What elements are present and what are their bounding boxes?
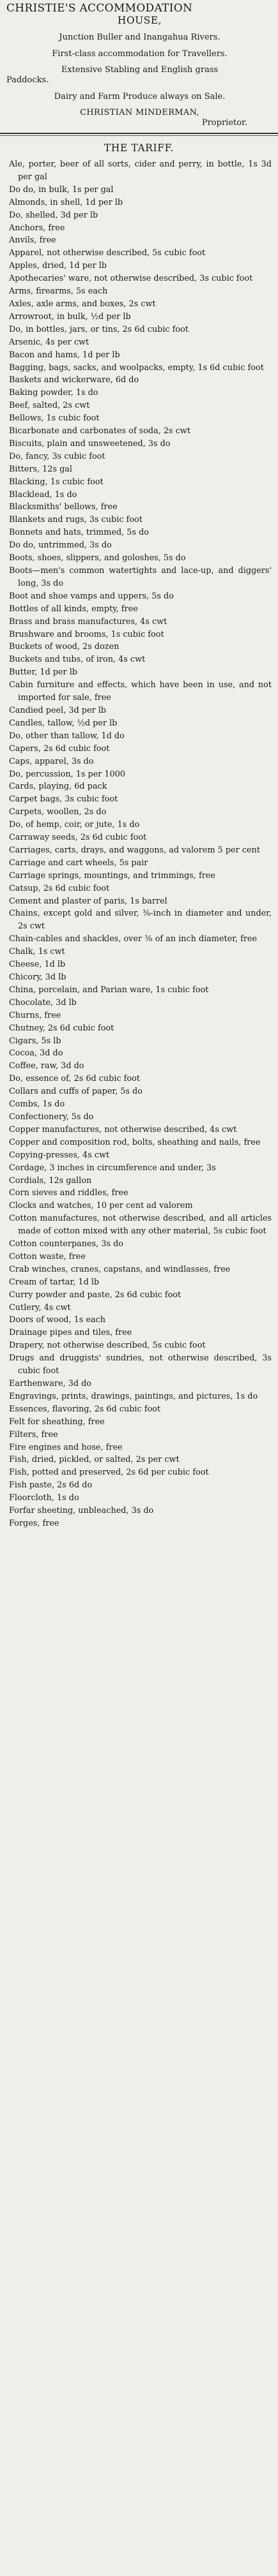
tariff-entry: Apothecaries' ware, not otherwise described, 3s cubic foot (9, 274, 253, 284)
tariff-entry: Ale, porter, beer of all sorts, cider and perry, in bottle, 1s 3d per gal (9, 160, 272, 182)
tariff-entry: Baskets and wickerware, 6d do (9, 375, 139, 385)
tariff-entry: Fish paste, 2s 6d do (9, 1480, 93, 1491)
tariff-entry: Arsenic, 4s per cwt (9, 337, 89, 347)
tariff-entry: Collars and cuffs of paper, 5s do (9, 1087, 143, 1097)
ad-line-dairy: Dairy and Farm Produce always on Sale. (54, 92, 226, 101)
tariff-entry: Carriage and cart wheels, 5s pair (9, 858, 148, 868)
tariff-entry: Brass and brass manufactures, 4s cwt (9, 616, 167, 627)
tariff-list (0, 158, 278, 1530)
tariff-entry: Coffee, raw, 3d do (9, 1061, 84, 1071)
tariff-entry: Chutney, 2s 6d cubic foot (9, 1023, 114, 1033)
tariff-entry: Cards, playing, 6d pack (9, 782, 107, 792)
tariff-entry: Fire engines and hose, free (9, 1442, 123, 1452)
tariff-entry: Cotton waste, free (9, 1251, 86, 1262)
tariff-entry: Catsup, 2s 6d cubic foot (9, 883, 110, 893)
tariff-entry: Butter, 1d per lb (9, 667, 77, 678)
ad-role: Proprietor. (201, 118, 247, 128)
tariff-entry: Candied peel, 3d per lb (9, 705, 106, 715)
ad-title: CHRISTIE'S ACCOMMODATION (6, 2, 193, 15)
tariff-entry: Bottles of all kinds, empty, free (9, 604, 138, 614)
tariff-entry: Do, essence of, 2s 6d cubic foot (9, 1074, 140, 1084)
advertisement (0, 0, 278, 128)
tariff-entry: Chicory, 3d lb (9, 972, 66, 982)
tariff-entry: Cement and plaster of paris, 1s barrel (9, 896, 167, 906)
tariff-entry: Do do, in bulk, 1s per gal (9, 184, 114, 195)
tariff-entry: Cordials, 12s gallon (9, 1175, 92, 1186)
tariff-entry: Carpet bags, 3s cubic foot (9, 794, 118, 805)
tariff-entry: Bacon and hams, 1d per lb (9, 350, 120, 360)
tariff-entry: Buckets and tubs, of iron, 4s cwt (9, 655, 146, 665)
tariff-entry: Arms, firearms, 5s each (9, 287, 108, 297)
tariff-entry: Do, other than tallow, 1d do (9, 731, 125, 741)
tariff-entry: Do, shelled, 3d per lb (9, 210, 98, 220)
tariff-entry: Buckets of wood, 2s dozen (9, 642, 120, 652)
tariff-entry: Chains, except gold and silver, ⅜-inch in diameter and under, 2s cwt (9, 909, 272, 932)
tariff-entry: Capers, 2s 6d cubic foot (9, 743, 110, 754)
tariff-entry: Biscuits, plain and unsweetened, 3s do (9, 438, 171, 449)
tariff-entry: Combs, 1s do (9, 1099, 65, 1110)
tariff-entry: Cordage, 3 inches in circumference and under, 3s (9, 1163, 216, 1173)
tariff-entry: Engravings, prints, drawings, paintings, and pictures, 1s do (9, 1391, 258, 1401)
tariff-entry: Curry powder and paste, 2s 6d cubic foot (9, 1290, 181, 1300)
tariff-entry: Blacksmiths' bellows, free (9, 502, 118, 512)
tariff-entry: Fish, dried, pickled, or salted, 2s per cwt (9, 1455, 180, 1465)
tariff-entry: Blankets and rugs, 3s cubic foot (9, 515, 143, 525)
tariff-entry: Almonds, in shell, 1d per lb (9, 197, 123, 207)
tariff-entry: Drugs and druggists' sundries, not otherwise described, 3s cubic foot (9, 1353, 272, 1376)
tariff-entry: Bicarbonate and carbonates of soda, 2s cwt (9, 426, 190, 436)
tariff-entry: Filters, free (9, 1429, 58, 1440)
tariff-entry: Cutlery, 4s cwt (9, 1302, 71, 1313)
tariff-entry: Arrowroot, in bulk, ½d per lb (9, 311, 131, 322)
tariff-entry: Bellows, 1s cubic foot (9, 413, 100, 424)
tariff-entry: Bitters, 12s gal (9, 464, 73, 474)
tariff-entry: Chalk, 1s cwt (9, 947, 65, 957)
tariff-entry: Beef, salted, 2s cwt (9, 401, 90, 411)
tariff-entry: Drainage pipes and tiles, free (9, 1328, 132, 1338)
tariff-entry: Blacklead, 1s do (9, 489, 77, 500)
tariff-entry: Forges, free (9, 1518, 59, 1528)
ad-line-stabling: Extensive Stabling and English grass (61, 65, 219, 75)
tariff-entry: Bagging, bags, sacks, and woolpacks, empty, 1s 6d cubic foot (9, 362, 264, 373)
tariff-entry: Clocks and watches, 10 per cent ad valorem (9, 1201, 193, 1211)
tariff-entry: Carriages, carts, drays, and waggons, ad valorem 5 per cent (9, 845, 260, 855)
tariff-entry: Cream of tartar, 1d lb (9, 1277, 100, 1287)
tariff-entry: Cocoa, 3d do (9, 1048, 63, 1059)
tariff-entry: Earthenware, 3d do (9, 1379, 91, 1389)
tariff-entry: Carriage springs, mountings, and trimmings, free (9, 870, 215, 881)
tariff-entry: Blacking, 1s cubic foot (9, 477, 104, 487)
tariff-entry: Copper and composition rod, bolts, sheathing and nails, free (9, 1137, 261, 1147)
tariff-heading: THE TARIFF. (104, 142, 174, 154)
tariff-entry: Carpets, woollen, 2s do (9, 807, 107, 817)
tariff-entry: Fish, potted and preserved, 2s 6d per cubic foot (9, 1468, 209, 1478)
ad-owner: CHRISTIAN MINDERMAN, (80, 108, 199, 117)
tariff-entry: Confectionery, 5s do (9, 1112, 94, 1122)
tariff-entry: Drapery, not otherwise described, 5s cubic foot (9, 1341, 206, 1351)
tariff-entry: Apples, dried, 1d per lb (9, 261, 107, 271)
tariff-entry: Baking powder, 1s do (9, 388, 98, 398)
tariff-entry: Carraway seeds, 2s 6d cubic foot (9, 833, 147, 843)
tariff-entry: Copper manufactures, not otherwise described, 4s cwt (9, 1124, 237, 1135)
tariff-entry: Boot and shoe vamps and uppers, 5s do (9, 591, 174, 601)
tariff-entry: Boots, shoes, slippers, and goloshes, 5s do (9, 553, 186, 563)
tariff-entry: Bonnets and hats, trimmed, 5s do (9, 528, 149, 538)
tariff-entry: Felt for sheathing, free (9, 1417, 105, 1427)
tariff-entry: China, porcelain, and Parian ware, 1s cubic foot (9, 985, 209, 995)
tariff-entry: Do, fancy, 3s cubic foot (9, 451, 105, 461)
ad-subtitle: HOUSE, (117, 15, 162, 26)
tariff-entry: Caps, apparel, 3s do (9, 756, 94, 766)
tariff-entry: Cabin furniture and effects, which have been in use, and not imported for sale, free (9, 680, 272, 703)
tariff-entry: Forfar sheeting, unbleached, 3s do (9, 1506, 154, 1516)
tariff-entry: Brushware and brooms, 1s cubic foot (9, 629, 164, 639)
tariff-entry: Chain-cables and shackles, over ⅜ of an inch diameter, free (9, 934, 258, 944)
tariff-entry: Cheese, 1d lb (9, 960, 66, 970)
tariff-entry: Do, in bottles, jars, or tins, 2s 6d cubic foot (9, 324, 189, 334)
ad-location: Junction Buller and Inangahua Rivers. (59, 33, 220, 42)
tariff-entry: Essences, flavoring, 2s 6d cubic foot (9, 1404, 161, 1414)
ad-line-travellers: First-class accommodation for Travellers. (52, 49, 228, 59)
tariff-entry: Corn sieves and riddles, free (9, 1188, 128, 1198)
tariff-entry: Cigars, 5s lb (9, 1036, 61, 1046)
tariff-entry: Doors of wood, 1s each (9, 1315, 106, 1325)
section-divider (0, 133, 278, 136)
tariff-entry: Do, of hemp, coir, or jute, 1s do (9, 820, 140, 830)
tariff-entry: Crab winches, cranes, capstans, and windlasses, free (9, 1264, 231, 1274)
tariff-entry: Cotton counterpanes, 3s do (9, 1239, 123, 1249)
tariff-entry: Churns, free (9, 1010, 61, 1020)
tariff-entry: Floorcloth, 1s do (9, 1493, 79, 1503)
tariff-entry: Apparel, not otherwise described, 5s cubic foot (9, 248, 206, 258)
tariff-entry: Candles, tallow, ½d per lb (9, 718, 118, 728)
tariff-entry: Do, percussion, 1s per 1000 (9, 769, 125, 779)
tariff-entry: Boots—men's common watertights and lace-up, and diggers' long, 3s do (9, 566, 272, 588)
tariff-entry: Anchors, free (9, 223, 65, 233)
tariff-entry: Cotton manufactures, not otherwise described, and all articles made of cotton mixed with any other material, 5s cubic foot (9, 1214, 272, 1237)
tariff-entry: Chocolate, 3d lb (9, 997, 77, 1008)
tariff-entry: Copying-presses, 4s cwt (9, 1150, 110, 1160)
tariff-entry: Do do, untrimmed, 3s do (9, 540, 112, 551)
ad-line-paddocks: Paddocks. (6, 75, 49, 85)
tariff-entry: Axles, axle arms, and boxes, 2s cwt (9, 299, 156, 309)
tariff-entry: Anvils, free (9, 235, 56, 246)
